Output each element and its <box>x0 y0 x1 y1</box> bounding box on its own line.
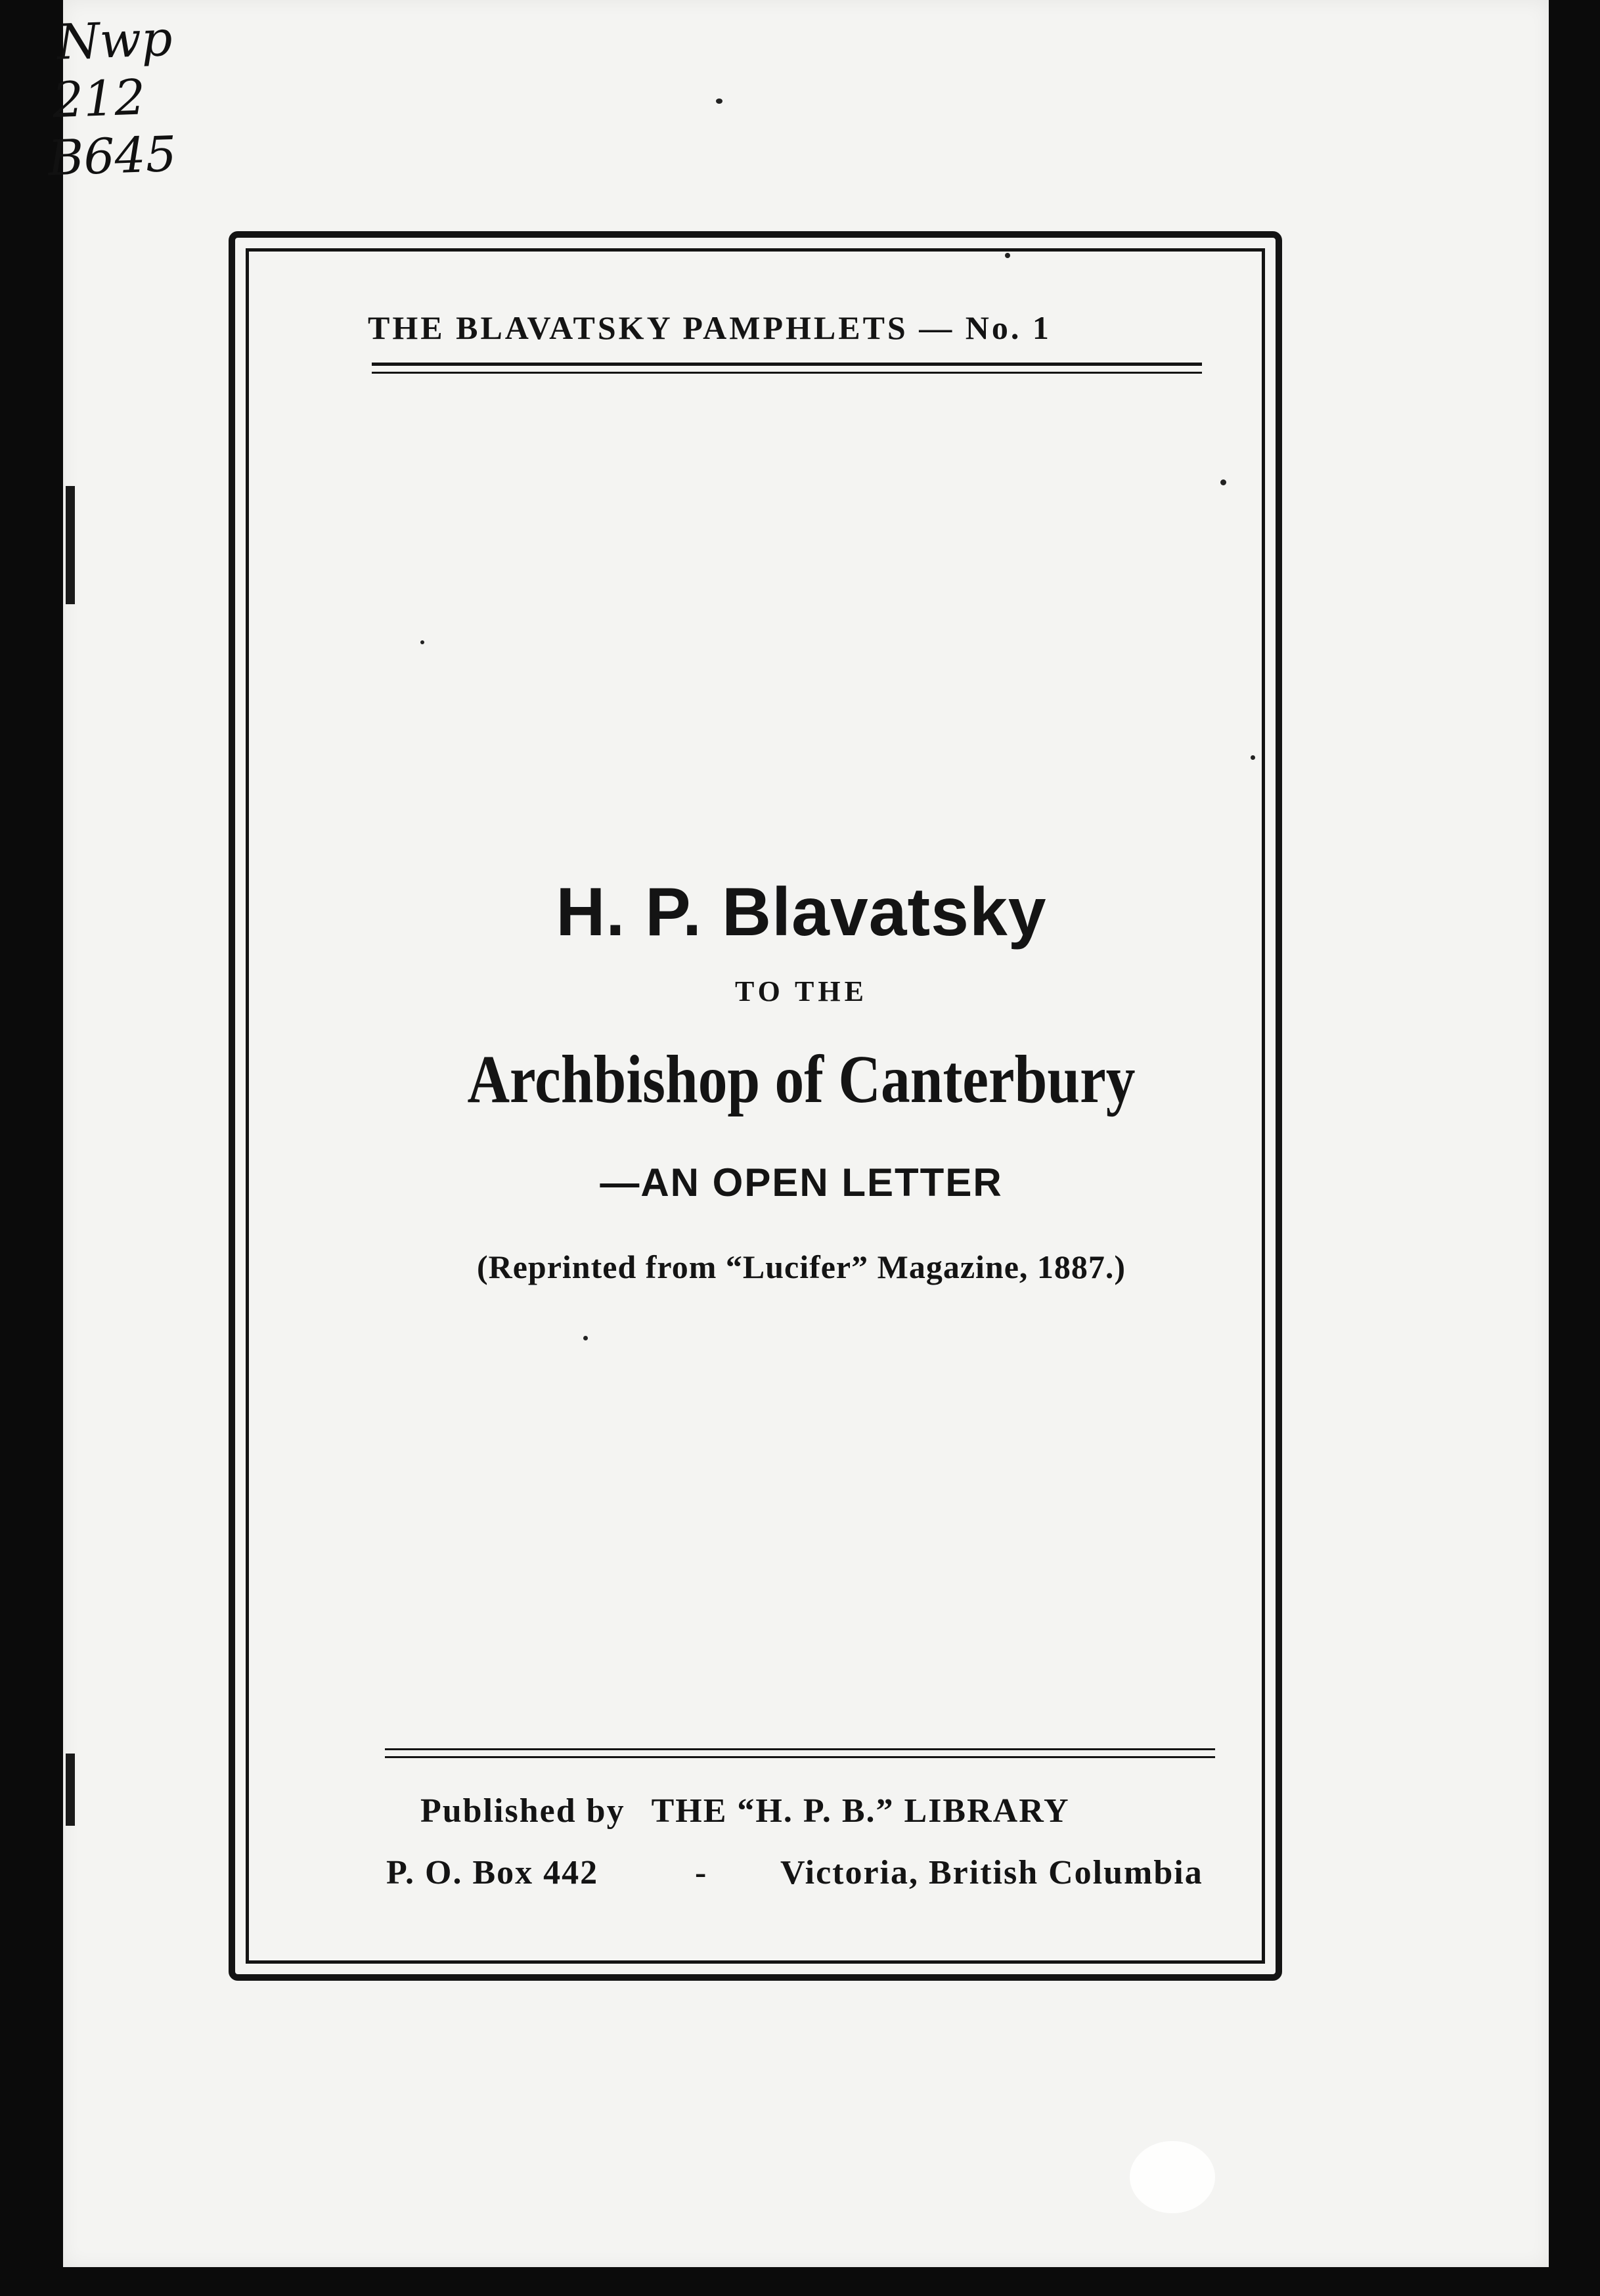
publisher-location: Victoria, British Columbia <box>780 1854 1203 1891</box>
shelfmark-line: Nwp <box>56 10 173 71</box>
shelfmark-line: B645 <box>47 125 178 187</box>
publisher-line <box>420 1792 1070 1830</box>
publisher-name: THE “H. P. B.” LIBRARY <box>651 1792 1070 1830</box>
paper-blot <box>1130 2141 1215 2213</box>
binding-staple <box>66 486 75 604</box>
scan-speck <box>1251 755 1255 760</box>
scan-speck <box>420 640 424 644</box>
address-separator: - <box>695 1854 708 1891</box>
header-rule <box>372 363 1202 366</box>
footer-rule <box>385 1748 1215 1750</box>
scan-speck <box>583 1336 588 1340</box>
scan-speck <box>716 99 722 104</box>
title-subject: Archbishop of Canterbury <box>467 1042 1136 1117</box>
handwritten-shelfmark <box>49 10 177 187</box>
title-connector: TO THE <box>735 975 868 1007</box>
author-name: H. P. Blavatsky <box>556 874 1047 950</box>
published-by-label: Published by <box>420 1792 625 1830</box>
reprint-note: (Reprinted from “Lucifer” Magazine, 1887.) <box>476 1248 1126 1285</box>
shelfmark-line: 212 <box>51 69 146 129</box>
series-title: THE BLAVATSKY PAMPHLETS — No. 1 <box>368 309 1052 346</box>
po-box: P. O. Box 442 <box>386 1854 599 1891</box>
subtitle: —AN OPEN LETTER <box>600 1160 1003 1204</box>
binding-staple <box>66 1754 75 1826</box>
scan-speck <box>1220 479 1226 485</box>
scan-speck <box>1005 253 1010 258</box>
